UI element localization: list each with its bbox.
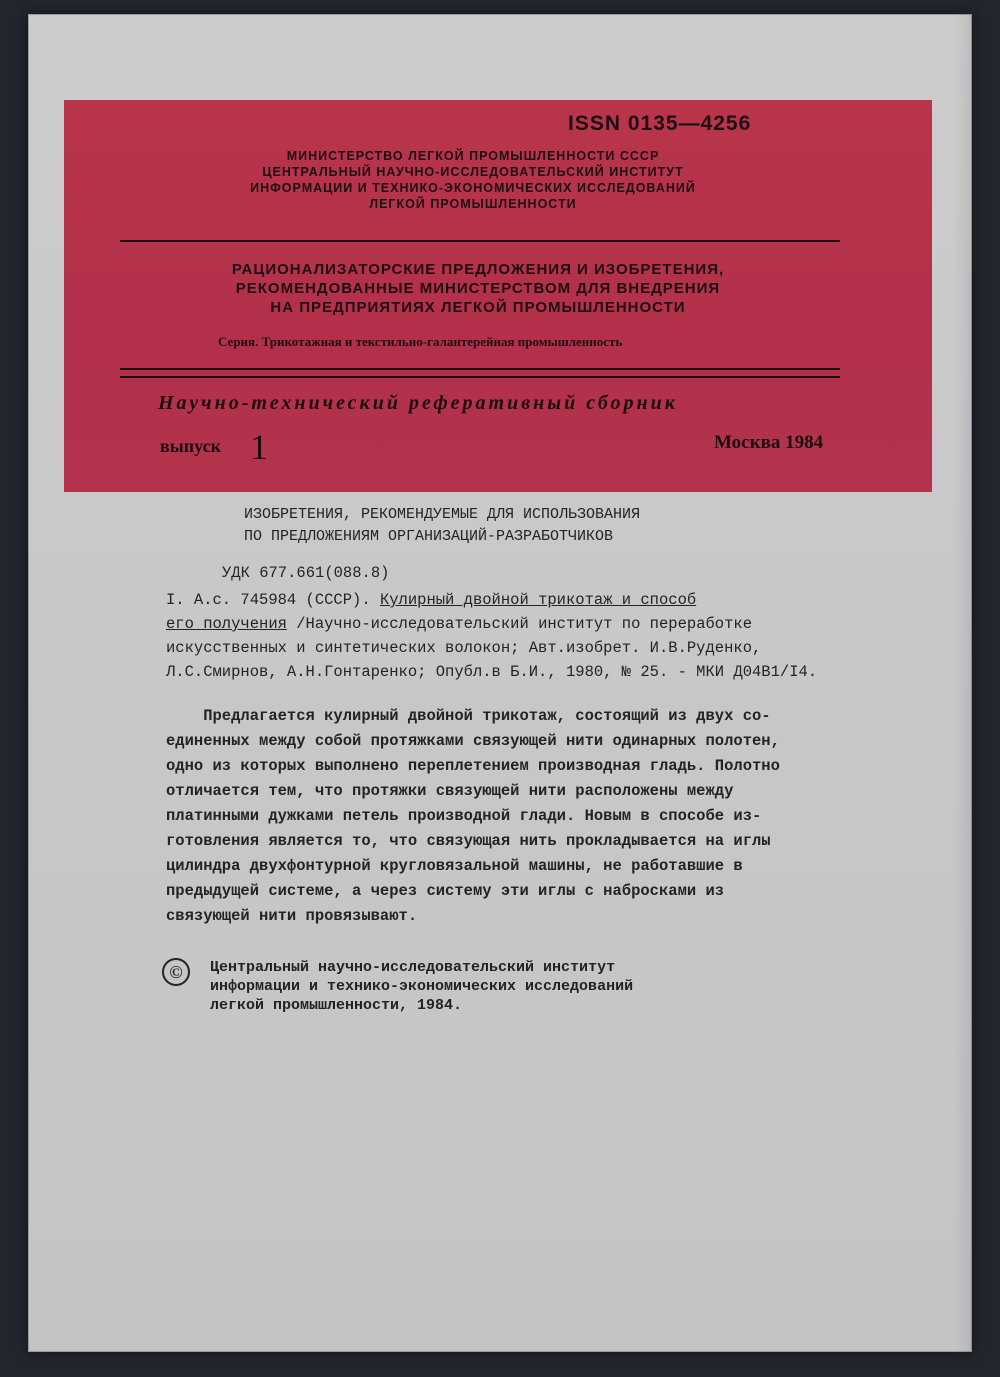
reference-line-3: искусственных и синтетических волокон; Авт.изобрет. И.В.Руденко, xyxy=(166,639,762,657)
abstract-paragraph xyxy=(166,704,926,929)
institute-line-1: ЦЕНТРАЛЬНЫЙ НАУЧНО-ИССЛЕДОВАТЕЛЬСКИЙ ИНСТИТУТ xyxy=(262,165,684,179)
reference-number: I. А.с. 745984 (СССР). xyxy=(166,591,380,609)
abstract-line: отличается тем, что протяжки связующей нити расположены между xyxy=(166,782,734,800)
header-divider xyxy=(120,240,840,242)
series-title-line-1: РАЦИОНАЛИЗАТОРСКИЕ ПРЕДЛОЖЕНИЯ И ИЗОБРЕТЕНИЯ, xyxy=(231,261,725,278)
reference-line-4: Л.С.Смирнов, А.Н.Гонтаренко; Опубл.в Б.И., 1980, № 25. - МКИ Д04В1/I4. xyxy=(166,663,818,681)
copyright-line-2: информации и технико-экономических исследований xyxy=(210,978,634,995)
page-edge-shadow xyxy=(954,14,972,1352)
collection-title: Научно-технический реферативный сборник xyxy=(158,392,678,414)
section-heading-line-2: ПО ПРЕДЛОЖЕНИЯМ ОРГАНИЗАЦИЙ-РАЗРАБОТЧИКОВ xyxy=(244,528,614,545)
patent-reference xyxy=(166,588,926,684)
section-heading xyxy=(244,504,640,548)
abstract-line: одно из которых выполнено переплетением производная гладь. Полотно xyxy=(166,757,780,775)
series-subtitle: Серия. Трикотажная и текстильно-галантерейная промышленность xyxy=(218,334,623,349)
series-divider-bottom xyxy=(120,376,840,378)
copyright-icon: © xyxy=(162,958,190,986)
abstract-line: цилиндра двухфонтурной кругловязальной машины, не работавшие в xyxy=(166,857,743,875)
copyright-line-1: Центральный научно-исследовательский институт xyxy=(210,959,616,976)
place-and-year: Москва 1984 xyxy=(714,432,824,453)
abstract-line: предыдущей системе, а через систему эти иглы с набросками из xyxy=(166,882,725,900)
udk-code: УДК 677.661(088.8) xyxy=(222,564,390,582)
reference-institute: /Научно-исследовательский институт по переработке xyxy=(286,615,752,633)
issue-label: выпуск xyxy=(160,436,221,456)
series-divider-top xyxy=(120,368,840,370)
ministry-line: МИНИСТЕРСТВО ЛЕГКОЙ ПРОМЫШЛЕННОСТИ СССР xyxy=(286,149,660,163)
abstract-line: связующей нити провязывают. xyxy=(166,907,418,925)
abstract-line: единенных между собой протяжками связующей нити одинарных полотен, xyxy=(166,732,780,750)
copyright-line-3: легкой промышленности, 1984. xyxy=(210,997,463,1014)
reference-line-2 xyxy=(166,612,926,636)
institute-line-3: ЛЕГКОЙ ПРОМЫШЛЕННОСТИ xyxy=(369,197,577,211)
series-title-line-3: НА ПРЕДПРИЯТИЯХ ЛЕГКОЙ ПРОМЫШЛЕННОСТИ xyxy=(270,299,686,316)
issn-number: ISSN 0135—4256 xyxy=(568,112,752,135)
abstract-line: готовления является то, что связующая нить прокладывается на иглы xyxy=(166,832,771,850)
abstract-line: платинными дужками петель производной глади. Новым в способе из- xyxy=(166,807,762,825)
publisher-header xyxy=(128,148,818,212)
issue-number: 1 xyxy=(250,427,268,467)
series-title-line-2: РЕКОМЕНДОВАННЫЕ МИНИСТЕРСТВОМ ДЛЯ ВНЕДРЕНИЯ xyxy=(235,280,721,297)
booklet-cover xyxy=(28,14,972,1352)
reference-line-1 xyxy=(166,588,926,612)
abstract-line: Предлагается кулирный двойной трикотаж, состоящий из двух со- xyxy=(166,707,771,725)
series-title xyxy=(128,260,828,317)
copyright-notice xyxy=(210,958,633,1015)
reference-title-part-1: Кулирный двойной трикотаж и способ xyxy=(379,591,697,609)
section-heading-line-1: ИЗОБРЕТЕНИЯ, РЕКОМЕНДУЕМЫЕ ДЛЯ ИСПОЛЬЗОВАНИЯ xyxy=(244,506,641,523)
reference-title-part-2: его получения xyxy=(166,615,287,633)
institute-line-2: ИНФОРМАЦИИ И ТЕХНИКО-ЭКОНОМИЧЕСКИХ ИССЛЕДОВАНИЙ xyxy=(250,181,696,195)
